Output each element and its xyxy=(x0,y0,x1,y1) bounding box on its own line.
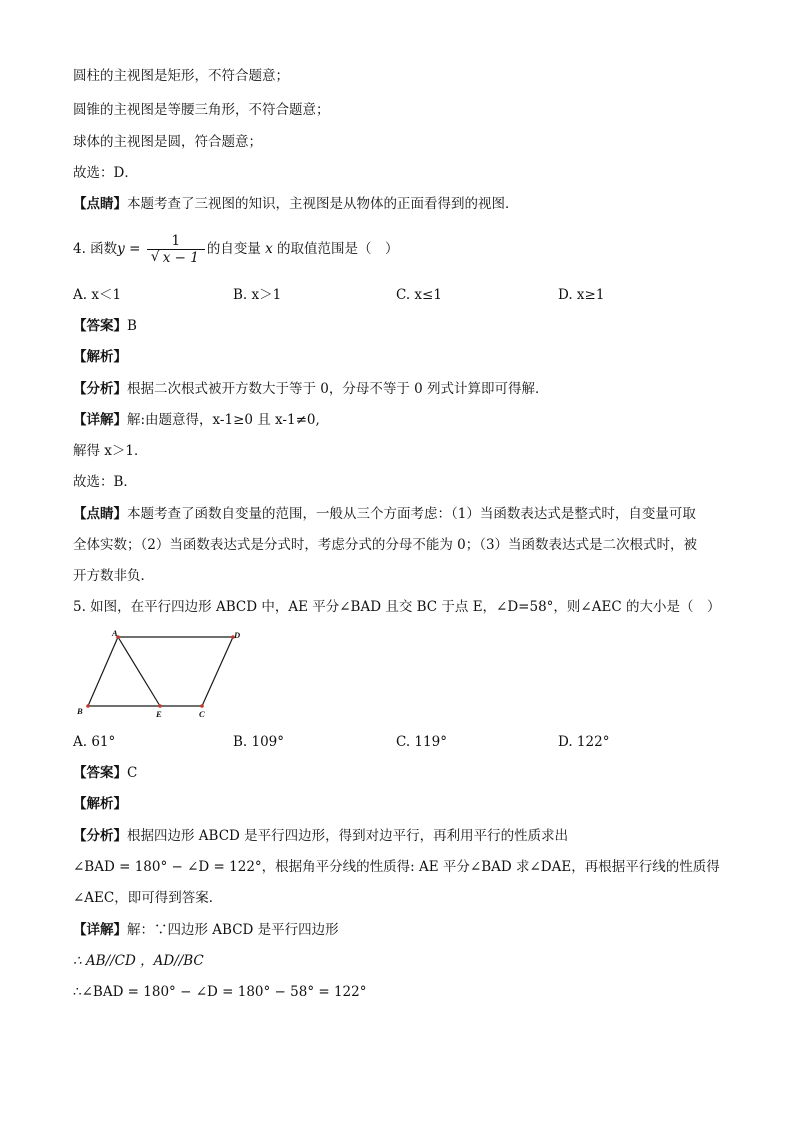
text-line: 故选：D． xyxy=(73,165,138,181)
analysis-tag: 【解析】 xyxy=(73,796,127,812)
label-b: B xyxy=(77,706,83,716)
label-e: E xyxy=(156,709,162,719)
detail-line: 【详解】解：∵四边形 ABCD 是平行四边形 xyxy=(73,922,339,938)
parallelogram-figure xyxy=(70,626,250,726)
answer-line: 【答案】B xyxy=(73,318,137,334)
text-line: 解得 x＞1． xyxy=(73,443,148,459)
step-line: ∴ AB//CD ，AD//BC xyxy=(73,953,204,969)
sqrt-symbol: √ x − 1 xyxy=(150,248,199,266)
step-line: ∴∠BAD = 180° − ∠D = 180° − 58° = 122° xyxy=(73,984,367,1000)
fenxi-line: 【分析】根据二次根式被开方数大于等于 0，分母不等于 0 列式计算即可得解． xyxy=(73,381,549,397)
point-b xyxy=(86,704,90,708)
fraction xyxy=(147,233,205,267)
option-a: A. x＜1 xyxy=(73,287,122,303)
option-d: D. 122° xyxy=(558,734,610,750)
option-b: B. x＞1 xyxy=(233,287,282,303)
dianjing-tag: 【点睛】 xyxy=(73,196,127,212)
text-line: 圆锥的主视图是等腰三角形，不符合题意； xyxy=(73,102,330,118)
text-line: 全体实数；（2）当函数表达式是分式时，考虑分式的分母不能为 0；（3）当函数表达式是二次根式时，被 xyxy=(73,537,698,553)
text-line: 开方数非负． xyxy=(73,568,154,584)
label-a: A xyxy=(112,628,118,638)
text-line: ∠AEC，即可得到答案． xyxy=(73,890,223,906)
analysis-tag: 【解析】 xyxy=(73,349,127,365)
text-line: 故选：B． xyxy=(73,474,137,490)
label-c: C xyxy=(199,709,205,719)
option-d: D. x≥1 xyxy=(558,287,605,303)
point-e xyxy=(158,704,162,708)
question-4-stem: 4. 函数y = 1 √ x − 1 的自变量 x 的取值范围是（ ） xyxy=(73,232,399,266)
label-d: D xyxy=(234,630,241,640)
fenxi-line: 【分析】根据四边形 ABCD 是平行四边形，得到对边平行，再利用平行的性质求出 xyxy=(73,828,569,844)
answer-line: 【答案】C xyxy=(73,765,138,781)
fraction-numerator: 1 xyxy=(171,232,181,249)
detail-line: 【详解】解:由题意得，x-1≥0 且 x-1≠0, xyxy=(73,412,320,428)
fraction-denominator xyxy=(147,249,205,267)
segment-ae xyxy=(118,637,160,706)
question-5-stem: 5. 如图，在平行四边形 ABCD 中，AE 平分∠BAD 且交 BC 于点 E，∠D=58°，则∠AEC 的大小是（ ） xyxy=(73,599,721,615)
option-b: B. 109° xyxy=(233,734,285,750)
option-c: C. 119° xyxy=(396,734,447,750)
dianjing-line: 【点睛】本题考查了函数自变量的范围，一般从三个方面考虑：（1）当函数表达式是整式时，自变量可取 xyxy=(73,506,696,522)
text-line: 圆柱的主视图是矩形，不符合题意； xyxy=(73,68,289,84)
option-c: C. x≤1 xyxy=(396,287,442,303)
segment-cd xyxy=(202,637,233,706)
option-a: A. 61° xyxy=(73,734,116,750)
text-line: 球体的主视图是圆，符合题意； xyxy=(73,134,262,150)
segment-ab xyxy=(88,637,118,706)
text-line: ∠BAD = 180° − ∠D = 122°，根据角平分线的性质得: AE 平分∠BAD 求∠DAE，再根据平行线的性质得 xyxy=(73,859,720,875)
dianjing-line xyxy=(73,194,519,214)
point-c xyxy=(200,704,204,708)
dianjing-text: 本题考查了三视图的知识，主视图是从物体的正面看得到的视图． xyxy=(127,196,519,212)
